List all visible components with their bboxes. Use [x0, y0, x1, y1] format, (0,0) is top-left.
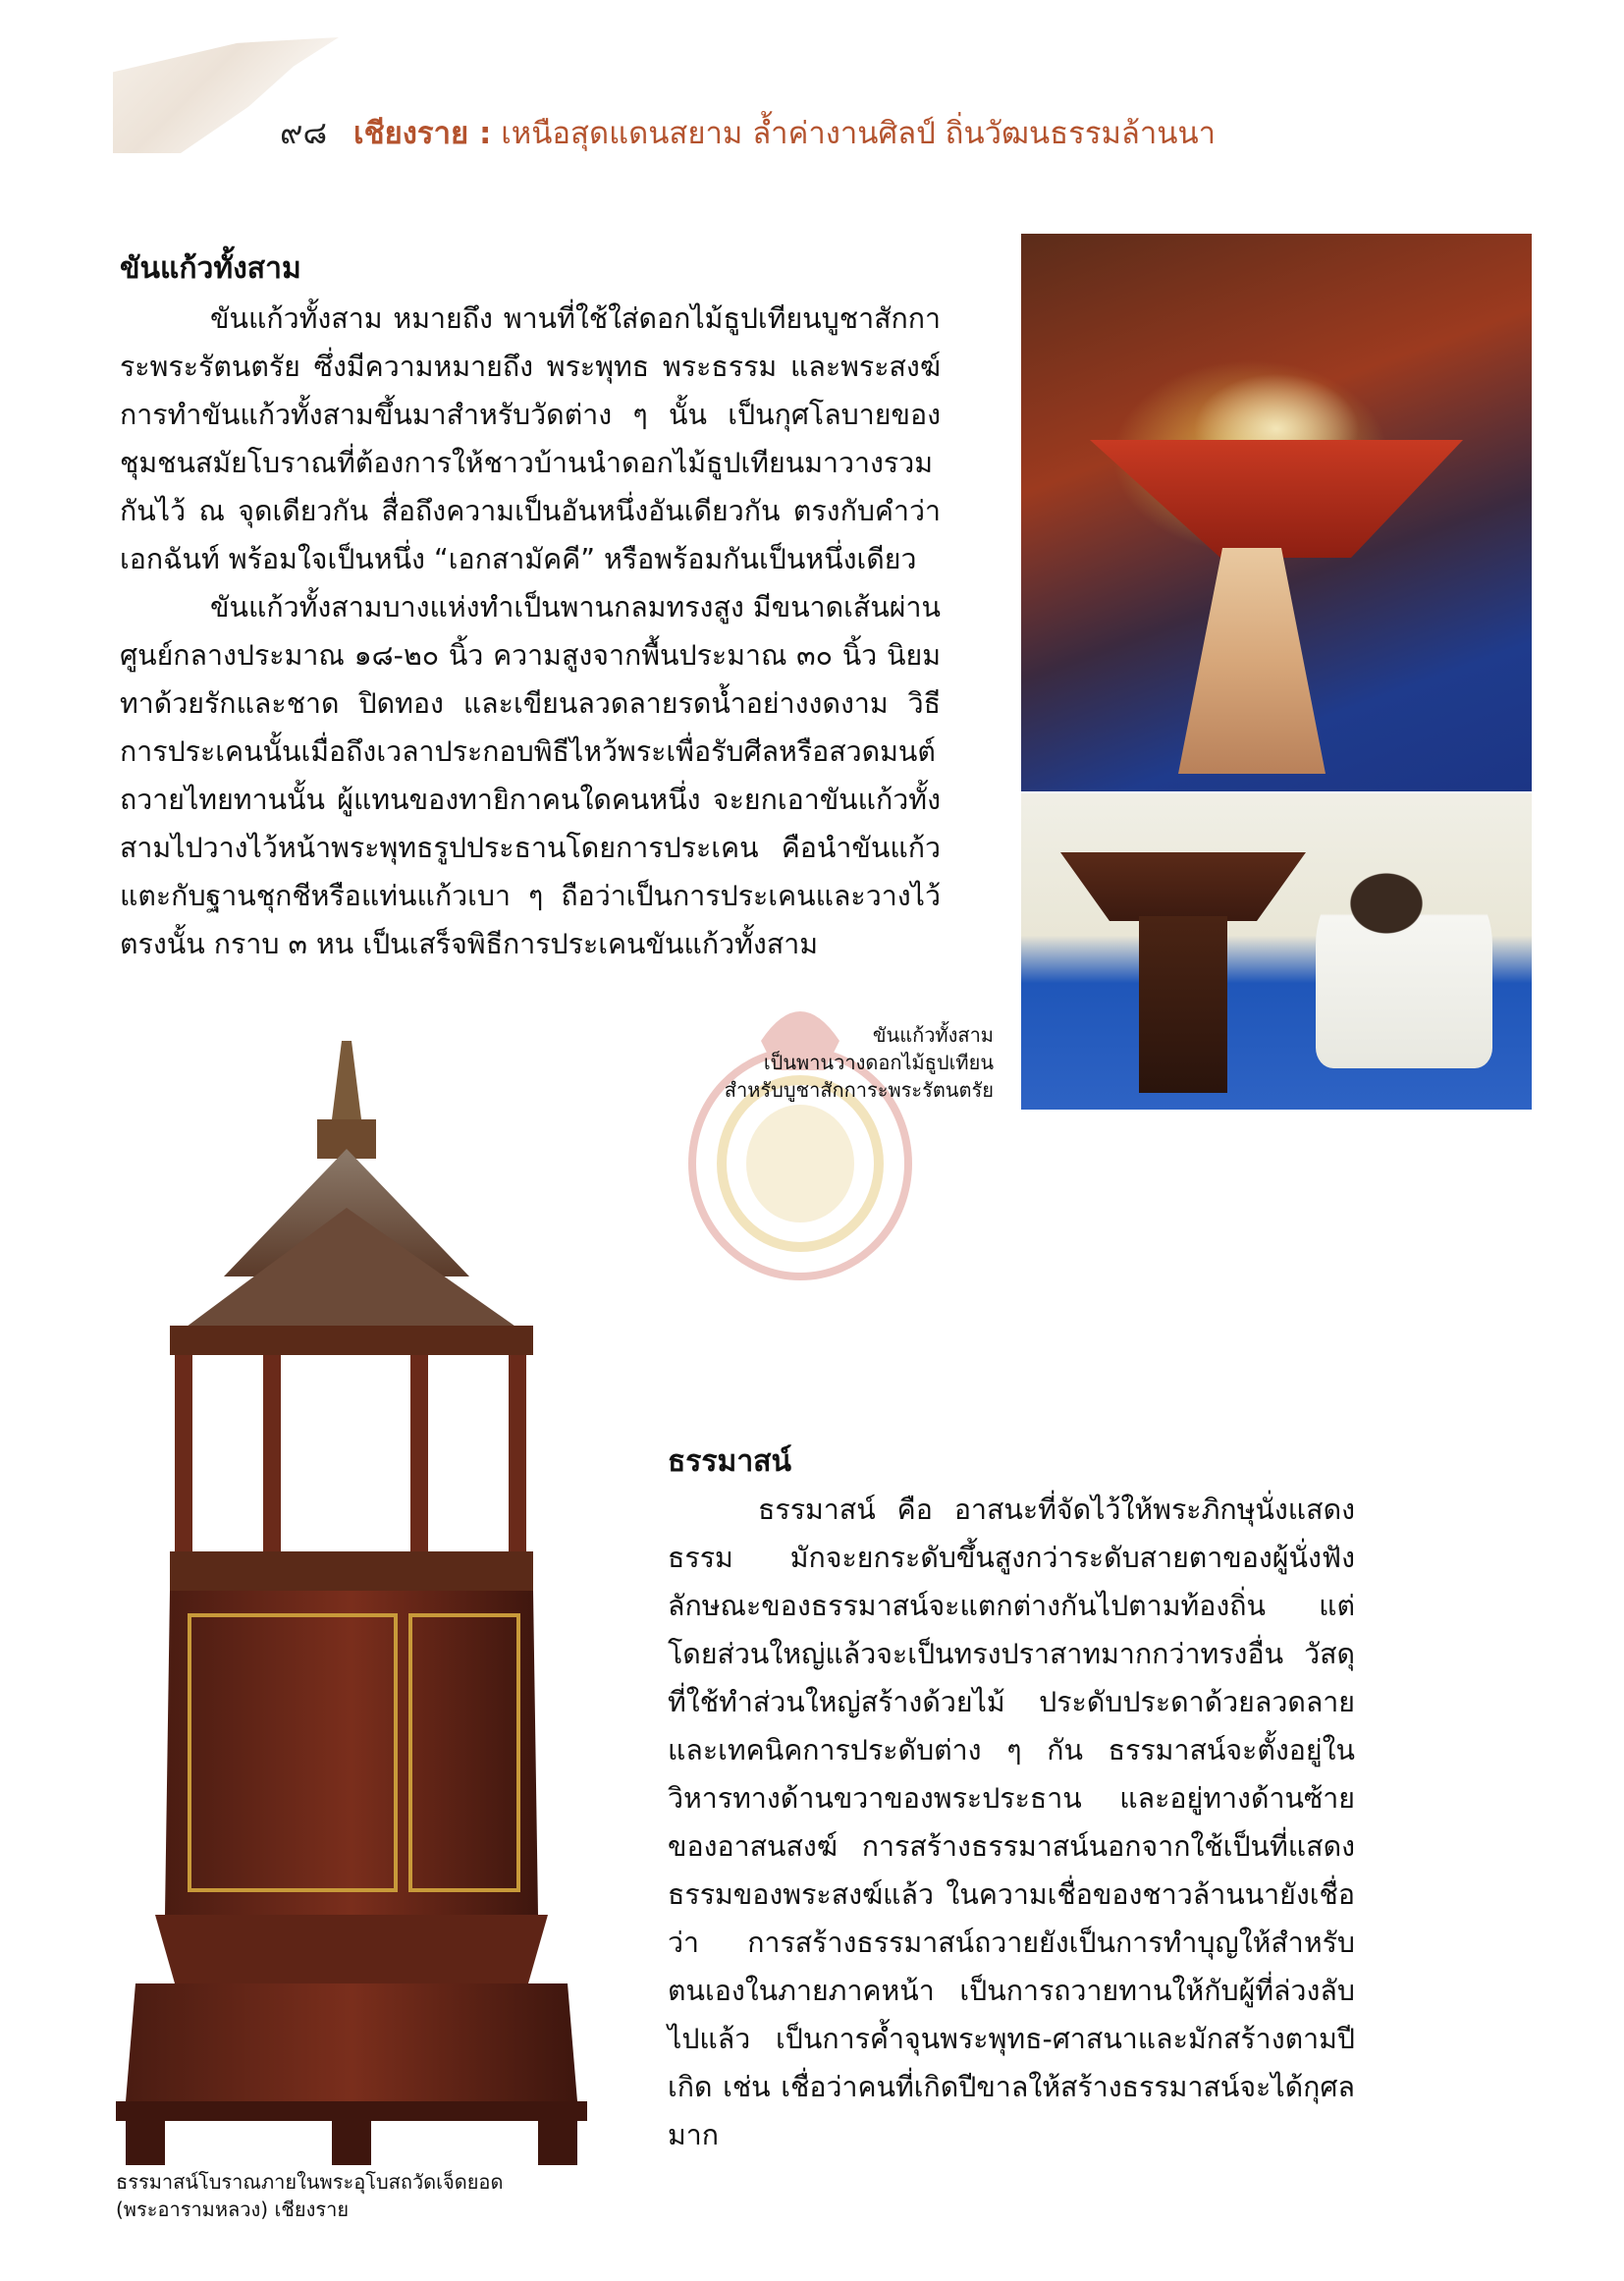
section-heading-khan-kaew: ขันแก้วทั้งสาม	[120, 251, 301, 286]
person-shape	[1316, 862, 1492, 1068]
section-body-khan-kaew	[120, 295, 941, 968]
caption-line: ธรรมาสน์โบราณภายในพระอุโบสถวัดเจ็ดยอด	[116, 2170, 504, 2194]
caption-dhammat	[116, 2168, 666, 2223]
bowl-shape	[1060, 852, 1306, 921]
caption-line: เป็นพานวางดอกไม้ธูปเทียน	[763, 1051, 994, 1074]
page-number: ๙๘	[280, 114, 328, 151]
caption-line: ขันแก้วทั้งสาม	[872, 1023, 994, 1047]
paragraph: ขันแก้วทั้งสาม หมายถึง พานที่ใช้ใส่ดอกไม้ธูปเทียนบูชาสักการะพระรัตนตรัย ซึ่งมีความหมายถึง พระพุทธ พระธรรม และพระสงฆ์ การทำขันแก้วทั้งสามขึ้นมาสำหรับวัดต่าง ๆ นั้น เป็นกุศโลบายของชุมชนสมัยโบราณที่ต้องการให้ชาวบ้านนำดอกไม้ธูปเทียนมาวางรวมกันไว้ ณ จุดเดียวกัน สื่อถึงความเป็นอันหนึ่งอันเดียวกัน ตรงกับคำว่า เอกฉันท์ พร้อมใจเป็นหนึ่ง “เอกสามัคคี” หรือพร้อมกันเป็นหนึ่งเดียว	[120, 302, 941, 575]
caption-line: (พระอารามหลวง) เชียงราย	[116, 2198, 350, 2221]
running-title	[353, 108, 1216, 157]
caption-line: สำหรับบูชาสักการะพระรัตนตรัย	[724, 1078, 994, 1102]
photo-khan-kaew-flowers	[1021, 234, 1532, 791]
section-body-dhammat	[668, 1486, 1355, 2159]
stand-shape	[1139, 916, 1227, 1093]
photo-offering-ceremony	[1021, 793, 1532, 1110]
caption-khan-kaew	[677, 1021, 994, 1104]
tray-shape	[1090, 440, 1463, 558]
paragraph: ธรรมาสน์ คือ อาสนะที่จัดไว้ให้พระภิกษุนั่งแสดงธรรม มักจะยกระดับขึ้นสูงกว่าระดับสายตาของผู้นั่งฟัง ลักษณะของธรรมาสน์จะแตกต่างกันไปตามท้องถิ่น แต่โดยส่วนใหญ่แล้วจะเป็นทรงปราสาทมากกว่าทรงอื่น วัสดุที่ใช้ทำส่วนใหญ่สร้างด้วยไม้ ประดับประดาด้วยลวดลายและเทคนิคการประดับต่าง ๆ กัน ธรรมาสน์จะตั้งอยู่ในวิหารทางด้านขวาของพระประธาน และอยู่ทางด้านซ้ายของอาสนสงฆ์ การสร้างธรรมาสน์นอกจากใช้เป็นที่แสดงธรรมของพระสงฆ์แล้ว ในความเชื่อของชาวล้านนายังเชื่อว่า การสร้างธรรมาสน์ถวายยังเป็นการทำบุญให้สำหรับตนเองในภายภาคหน้า เป็นการถวายทานให้กับผู้ที่ล่วงลับไปแล้ว เป็นการค้ำจุนพระพุทธ-ศาสนาและมักสร้างตามปีเกิด เช่น เชื่อว่าคนที่เกิดปีขาลให้สร้างธรรมาสน์จะได้กุศลมาก	[668, 1494, 1355, 2151]
running-title-bold: เชียงราย :	[353, 116, 492, 151]
photo-dhammat-pulpit	[116, 1041, 646, 2170]
pedestal-shape	[1178, 548, 1326, 774]
section-heading-dhammat: ธรรมาสน์	[668, 1444, 791, 1479]
paragraph: ขันแก้วทั้งสามบางแห่งทำเป็นพานกลมทรงสูง มีขนาดเส้นผ่านศูนย์กลางประมาณ ๑๘-๒๐ นิ้ว ความสูงจากพื้นประมาณ ๓๐ นิ้ว นิยมทาด้วยรักและชาด ปิดทอง และเขียนลวดลายรดน้ำอย่างงดงาม วิธีการประเคนนั้นเมื่อถึงเวลาประกอบพิธีไหว้พระเพื่อรับศีลหรือสวดมนต์ถวายไทยทานนั้น ผู้แทนของทายิกาคนใดคนหนึ่ง จะยกเอาขันแก้วทั้งสามไปวางไว้หน้าพระพุทธรูปประธานโดยการประเคน คือนำขันแก้วแตะกับฐานชุกชีหรือแท่นแก้วเบา ๆ ถือว่าเป็นการประเคนและวางไว้ตรงนั้น กราบ ๓ หน เป็นเสร็จพิธีการประเคนขันแก้วทั้งสาม	[120, 591, 941, 960]
running-title-rest: เหนือสุดแดนสยาม ล้ำค่างานศิลป์ ถิ่นวัฒนธรรมล้านนา	[491, 116, 1217, 151]
